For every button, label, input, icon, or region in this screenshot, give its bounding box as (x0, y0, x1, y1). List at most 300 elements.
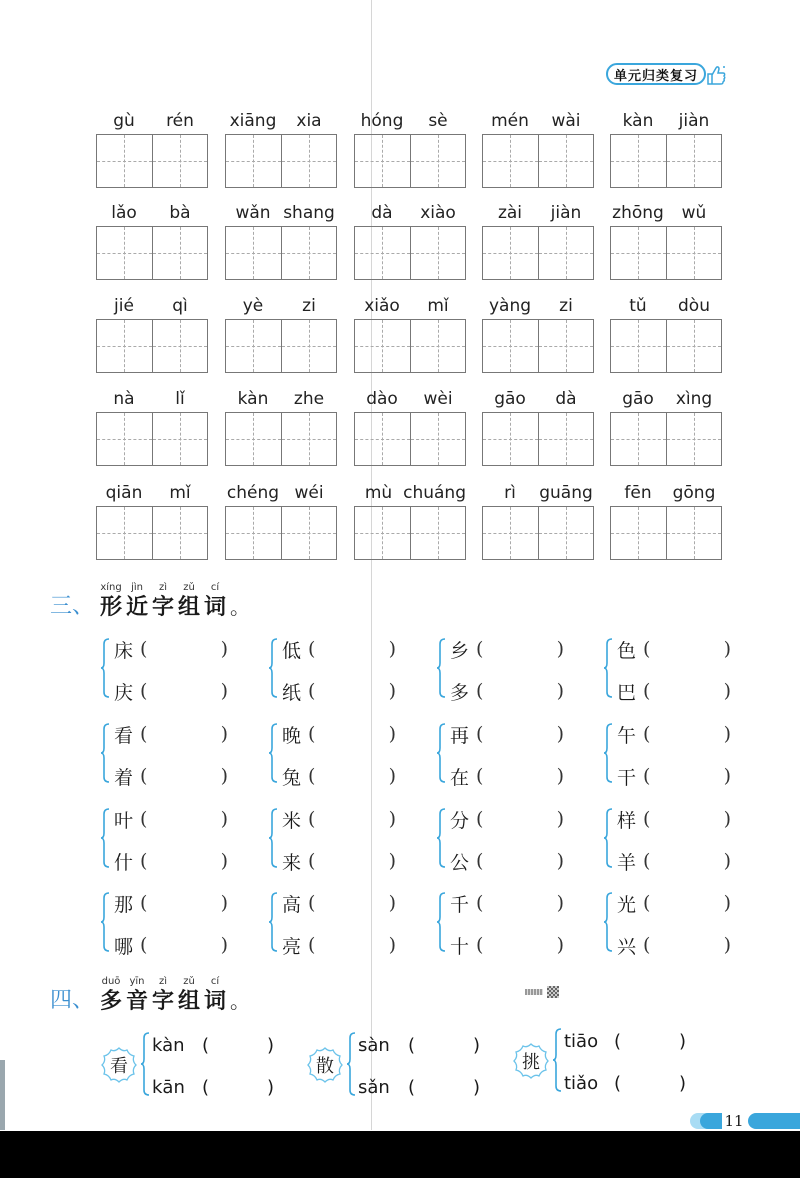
brace-icon (100, 723, 110, 783)
answer-blank-open[interactable]: ( (476, 723, 484, 745)
pinyin-syllable: zi (559, 296, 573, 316)
similar-char-item (114, 721, 240, 747)
pinyin-syllable: zhe (293, 389, 325, 409)
similar-char-item (450, 721, 576, 747)
character-cell[interactable] (153, 413, 208, 465)
hanzi: 色 (617, 639, 637, 662)
page-number: 11 (722, 1111, 746, 1131)
qr-code-block[interactable] (525, 986, 559, 998)
answer-blank-open[interactable]: ( (140, 765, 148, 787)
hanzi: 十 (450, 935, 470, 958)
answer-blank-open[interactable]: ( (308, 723, 316, 745)
answer-blank-open[interactable]: ( (140, 638, 148, 660)
character-cell[interactable] (667, 413, 722, 465)
tian-grid (482, 134, 594, 188)
answer-blank-open[interactable]: ( (308, 638, 316, 660)
answer-blank-open[interactable]: ( (308, 850, 316, 872)
word-writing-box (354, 388, 466, 468)
character-cell[interactable] (282, 413, 337, 465)
tian-grid (225, 134, 337, 188)
character-cell[interactable] (483, 135, 539, 187)
pinyin-syllable: mǐ (427, 296, 449, 316)
character-cell[interactable] (226, 320, 282, 372)
answer-blank-open[interactable]: ( (140, 680, 148, 702)
word-writing-box (225, 202, 337, 282)
pinyin-line (610, 202, 722, 224)
answer-blank-close: ) (220, 808, 228, 830)
similar-char-item (114, 678, 240, 704)
answer-blank-open[interactable]: ( (308, 892, 316, 914)
tian-grid (225, 412, 337, 466)
title-character (202, 976, 228, 1014)
similar-char-pair (268, 636, 408, 702)
brace-icon (436, 892, 446, 952)
answer-blank-open[interactable]: ( (643, 892, 651, 914)
tian-grid (610, 319, 722, 373)
character-cell[interactable] (97, 507, 153, 559)
answer-blank-open[interactable]: ( (476, 765, 484, 787)
character-cell[interactable] (611, 507, 667, 559)
brace-icon (268, 723, 278, 783)
character-cell[interactable] (97, 227, 153, 279)
hanzi: 乡 (450, 639, 470, 662)
similar-char-pair (436, 636, 576, 702)
answer-blank-close: ) (220, 934, 228, 956)
answer-blank-open[interactable]: ( (476, 892, 484, 914)
similar-char-item (282, 636, 408, 662)
character-cell[interactable] (411, 227, 466, 279)
tian-grid (354, 319, 466, 373)
pinyin-line (610, 110, 722, 132)
pinyin-line (354, 295, 466, 317)
similar-char-pair (268, 806, 408, 872)
pinyin-syllable: dà (555, 389, 577, 409)
brace-icon (603, 723, 613, 783)
answer-blank-open[interactable]: ( (614, 1030, 622, 1052)
character-cell[interactable] (355, 320, 411, 372)
character-cell[interactable] (539, 227, 594, 279)
title-hanzi: 组 (178, 988, 201, 1014)
hanzi: 什 (114, 851, 134, 874)
similar-char-item (450, 848, 576, 874)
tian-grid (610, 506, 722, 560)
character-cell[interactable] (411, 413, 466, 465)
title-character (98, 976, 124, 1014)
title-hanzi: 词 (204, 988, 227, 1014)
section-number: 三、 (50, 594, 95, 619)
tian-grid (225, 319, 337, 373)
title-character (124, 976, 150, 1014)
tian-grid (225, 226, 337, 280)
character-cell[interactable] (539, 320, 594, 372)
pinyin-syllable: mén (491, 111, 529, 131)
character-cell[interactable] (483, 507, 539, 559)
pinyin-syllable: jié (114, 296, 134, 316)
answer-blank-open[interactable]: ( (408, 1076, 416, 1098)
reading-item (564, 1070, 704, 1096)
word-writing-box (96, 295, 208, 375)
pinyin-syllable: sè (428, 111, 448, 131)
title-character (176, 582, 202, 620)
pinyin-syllable: gù (113, 111, 135, 131)
title-pinyin: cí (210, 582, 220, 593)
polyphonic-hanzi: 散 (316, 1056, 334, 1077)
character-cell[interactable] (411, 507, 466, 559)
similar-char-pair (436, 890, 576, 956)
pinyin-syllable: xiào (420, 203, 456, 223)
pinyin-line (225, 482, 337, 504)
answer-blank-open[interactable]: ( (476, 638, 484, 660)
pinyin-line (225, 202, 337, 224)
similar-char-item (282, 763, 408, 789)
reading-pinyin: tiāo (564, 1030, 599, 1052)
pinyin-line (610, 388, 722, 410)
reading-pinyin: kān (152, 1076, 185, 1098)
pinyin-syllable: xiǎo (364, 296, 400, 316)
hanzi: 样 (617, 809, 637, 832)
similar-char-item (282, 678, 408, 704)
answer-blank-open[interactable]: ( (643, 850, 651, 872)
hanzi: 亮 (282, 935, 302, 958)
pinyin-line (482, 110, 594, 132)
pinyin-syllable: rì (504, 483, 516, 503)
hanzi: 兴 (617, 935, 637, 958)
title-hanzi: 多 (100, 988, 123, 1014)
similar-char-item (450, 636, 576, 662)
answer-blank-close: ) (388, 934, 396, 956)
qr-label (525, 989, 543, 995)
character-cell[interactable] (411, 320, 466, 372)
answer-blank-open[interactable]: ( (202, 1034, 210, 1056)
answer-blank-close: ) (556, 723, 564, 745)
pinyin-line (482, 388, 594, 410)
word-writing-box (225, 110, 337, 190)
similar-char-item (450, 678, 576, 704)
pinyin-syllable: shang (283, 203, 335, 223)
character-cell[interactable] (667, 320, 722, 372)
character-cell[interactable] (539, 507, 594, 559)
character-cell[interactable] (153, 227, 208, 279)
pinyin-line (96, 110, 208, 132)
word-writing-box (354, 295, 466, 375)
character-cell[interactable] (355, 227, 411, 279)
title-pinyin: xíng (100, 582, 122, 593)
tian-grid (96, 226, 208, 280)
pinyin-line (610, 482, 722, 504)
pinyin-syllable: qì (172, 296, 188, 316)
reading-item (152, 1032, 292, 1058)
character-cell[interactable] (226, 227, 282, 279)
title-pinyin: cí (210, 976, 220, 987)
answer-blank-open[interactable]: ( (140, 808, 148, 830)
scan-bottom-border (0, 1131, 800, 1178)
word-writing-box (225, 482, 337, 562)
answer-blank-open[interactable]: ( (643, 723, 651, 745)
answer-blank-close: ) (266, 1034, 274, 1056)
grid-row (96, 202, 726, 282)
hanzi: 晚 (282, 724, 302, 747)
hanzi: 羊 (617, 851, 637, 874)
title-character (124, 582, 150, 620)
answer-blank-open[interactable]: ( (476, 934, 484, 956)
decor-tab (700, 1113, 722, 1129)
word-writing-box (610, 482, 722, 562)
word-writing-box (610, 295, 722, 375)
pinyin-syllable: chuáng (403, 483, 466, 503)
answer-blank-close: ) (220, 723, 228, 745)
title-hanzi: 近 (126, 594, 149, 620)
brace-icon (603, 808, 613, 868)
tian-grid (354, 412, 466, 466)
similar-char-item (450, 890, 576, 916)
pinyin-syllable: yè (242, 296, 264, 316)
character-cell[interactable] (611, 135, 667, 187)
answer-blank-close: ) (388, 765, 396, 787)
character-cell[interactable] (226, 413, 282, 465)
similar-char-item (114, 890, 240, 916)
tian-grid (354, 134, 466, 188)
character-cell[interactable] (97, 320, 153, 372)
similar-char-item (282, 721, 408, 747)
answer-blank-open[interactable]: ( (614, 1072, 622, 1094)
reading-item (564, 1028, 704, 1054)
tian-grid (354, 506, 466, 560)
pinyin-syllable: wài (551, 111, 581, 131)
answer-blank-open[interactable]: ( (643, 680, 651, 702)
answer-blank-close: ) (723, 680, 731, 702)
pinyin-syllable: bà (169, 203, 191, 223)
pinyin-syllable: xiāng (229, 111, 277, 131)
character-cell[interactable] (355, 507, 411, 559)
hanzi: 床 (114, 639, 134, 662)
character-cell[interactable] (667, 227, 722, 279)
brace-icon (268, 808, 278, 868)
character-cell[interactable] (611, 413, 667, 465)
character-cell[interactable] (539, 413, 594, 465)
similar-char-pair (268, 721, 408, 787)
answer-blank-close: ) (678, 1030, 686, 1052)
title-hanzi: 组 (178, 594, 201, 620)
tian-grid (96, 319, 208, 373)
answer-blank-close: ) (388, 808, 396, 830)
character-cell[interactable] (539, 135, 594, 187)
answer-blank-close: ) (556, 934, 564, 956)
pinyin-line (96, 202, 208, 224)
character-cell[interactable] (483, 413, 539, 465)
word-writing-box (482, 482, 594, 562)
answer-blank-open[interactable]: ( (408, 1034, 416, 1056)
pinyin-syllable: jiàn (678, 111, 710, 131)
character-cell[interactable] (282, 227, 337, 279)
pinyin-syllable: xìng (675, 389, 713, 409)
brace-icon (100, 892, 110, 952)
pinyin-syllable: gōng (672, 483, 716, 503)
hanzi: 千 (450, 893, 470, 916)
answer-blank-open[interactable]: ( (140, 850, 148, 872)
pinyin-syllable: wèi (423, 389, 453, 409)
answer-blank-open[interactable]: ( (643, 638, 651, 660)
word-writing-box (354, 202, 466, 282)
answer-blank-close: ) (723, 934, 731, 956)
character-cell[interactable] (226, 507, 282, 559)
word-writing-box (96, 388, 208, 468)
answer-blank-open[interactable]: ( (308, 680, 316, 702)
brace-icon (268, 892, 278, 952)
character-cell[interactable] (97, 413, 153, 465)
pinyin-line (610, 295, 722, 317)
answer-blank-open[interactable]: ( (140, 723, 148, 745)
answer-blank-close: ) (723, 765, 731, 787)
grid-row (96, 482, 726, 562)
answer-blank-close: ) (556, 638, 564, 660)
tian-grid (610, 412, 722, 466)
similar-char-item (617, 721, 743, 747)
pinyin-syllable: zài (497, 203, 523, 223)
word-writing-box (610, 110, 722, 190)
brace-icon (436, 638, 446, 698)
hanzi: 叶 (114, 809, 134, 832)
answer-blank-open[interactable]: ( (643, 765, 651, 787)
character-cell[interactable] (355, 135, 411, 187)
character-cell[interactable] (153, 507, 208, 559)
answer-blank-close: ) (556, 892, 564, 914)
pinyin-syllable: hóng (360, 111, 404, 131)
pinyin-line (225, 110, 337, 132)
answer-blank-open[interactable]: ( (308, 934, 316, 956)
word-writing-box (482, 388, 594, 468)
character-cell[interactable] (611, 227, 667, 279)
character-cell[interactable] (153, 135, 208, 187)
answer-blank-open[interactable]: ( (643, 934, 651, 956)
answer-blank-close: ) (678, 1072, 686, 1094)
answer-blank-close: ) (388, 680, 396, 702)
hanzi: 在 (450, 766, 470, 789)
character-cell[interactable] (483, 320, 539, 372)
character-cell[interactable] (611, 320, 667, 372)
answer-blank-open[interactable]: ( (308, 808, 316, 830)
title-pinyin: yīn (129, 976, 145, 987)
pinyin-syllable: wǔ (681, 203, 707, 223)
character-cell[interactable] (97, 135, 153, 187)
hanzi: 午 (617, 724, 637, 747)
hanzi: 庆 (114, 681, 134, 704)
character-cell[interactable] (282, 320, 337, 372)
word-writing-box (225, 388, 337, 468)
title-pinyin: zì (159, 976, 168, 987)
character-cell[interactable] (355, 413, 411, 465)
page-number-tab (690, 1111, 800, 1131)
answer-blank-close: ) (388, 850, 396, 872)
page-edge (0, 1060, 5, 1130)
pinyin-syllable: dào (366, 389, 398, 409)
similar-char-item (617, 636, 743, 662)
word-writing-box (482, 295, 594, 375)
hanzi: 高 (282, 893, 302, 916)
answer-blank-open[interactable]: ( (140, 934, 148, 956)
pinyin-syllable: rén (166, 111, 194, 131)
word-writing-box (610, 388, 722, 468)
tian-grid (96, 134, 208, 188)
title-character (176, 976, 202, 1014)
title-pinyin: zǔ (183, 582, 195, 593)
pinyin-line (96, 388, 208, 410)
answer-blank-open[interactable]: ( (476, 680, 484, 702)
similar-char-item (114, 806, 240, 832)
character-cell[interactable] (282, 135, 337, 187)
character-cell[interactable] (667, 135, 722, 187)
similar-char-pair (268, 890, 408, 956)
answer-blank-open[interactable]: ( (308, 765, 316, 787)
character-cell[interactable] (153, 320, 208, 372)
pinyin-syllable: dà (371, 203, 393, 223)
polyphonic-group (100, 1030, 300, 1100)
answer-blank-close: ) (556, 765, 564, 787)
hanzi: 那 (114, 893, 134, 916)
pinyin-syllable: zi (302, 296, 316, 316)
title-period: 。 (230, 595, 251, 619)
pinyin-syllable: xia (296, 111, 322, 131)
answer-blank-close: ) (723, 808, 731, 830)
section-number: 四、 (50, 988, 95, 1013)
hanzi: 多 (450, 681, 470, 704)
character-cell[interactable] (411, 135, 466, 187)
similar-char-item (617, 806, 743, 832)
grid-row (96, 388, 726, 468)
similar-char-pair (436, 721, 576, 787)
pinyin-syllable: lǐ (175, 389, 185, 409)
title-pinyin: jìn (131, 582, 143, 593)
qr-code-icon[interactable] (547, 986, 559, 998)
similar-char-item (114, 636, 240, 662)
pinyin-line (96, 482, 208, 504)
answer-blank-open[interactable]: ( (476, 850, 484, 872)
character-cell[interactable] (667, 507, 722, 559)
title-hanzi: 音 (126, 988, 149, 1014)
pinyin-syllable: tǔ (629, 296, 647, 316)
character-cell[interactable] (483, 227, 539, 279)
pinyin-syllable: qiān (105, 483, 143, 503)
character-cell[interactable] (226, 135, 282, 187)
answer-blank-open[interactable]: ( (643, 808, 651, 830)
pinyin-syllable: jiàn (550, 203, 582, 223)
title-character (150, 582, 176, 620)
answer-blank-open[interactable]: ( (202, 1076, 210, 1098)
character-cell[interactable] (282, 507, 337, 559)
pinyin-line (482, 482, 594, 504)
title-hanzi: 词 (204, 594, 227, 620)
pinyin-syllable: wǎn (235, 203, 271, 223)
brace-icon (603, 892, 613, 952)
pinyin-line (354, 202, 466, 224)
hanzi: 巴 (617, 681, 637, 704)
pinyin-syllable: wéi (294, 483, 324, 503)
similar-char-item (617, 932, 743, 958)
pinyin-syllable: chéng (226, 483, 280, 503)
answer-blank-open[interactable]: ( (476, 808, 484, 830)
title-hanzi: 形 (100, 594, 123, 620)
pinyin-line (482, 295, 594, 317)
answer-blank-close: ) (220, 638, 228, 660)
pinyin-syllable: zhōng (612, 203, 664, 223)
answer-blank-open[interactable]: ( (140, 892, 148, 914)
hanzi: 公 (450, 851, 470, 874)
answer-blank-close: ) (220, 850, 228, 872)
grid-row (96, 110, 726, 190)
tian-grid (482, 226, 594, 280)
reading-pinyin: tiǎo (564, 1072, 599, 1094)
hanzi: 低 (282, 639, 302, 662)
similar-char-pair (100, 636, 240, 702)
